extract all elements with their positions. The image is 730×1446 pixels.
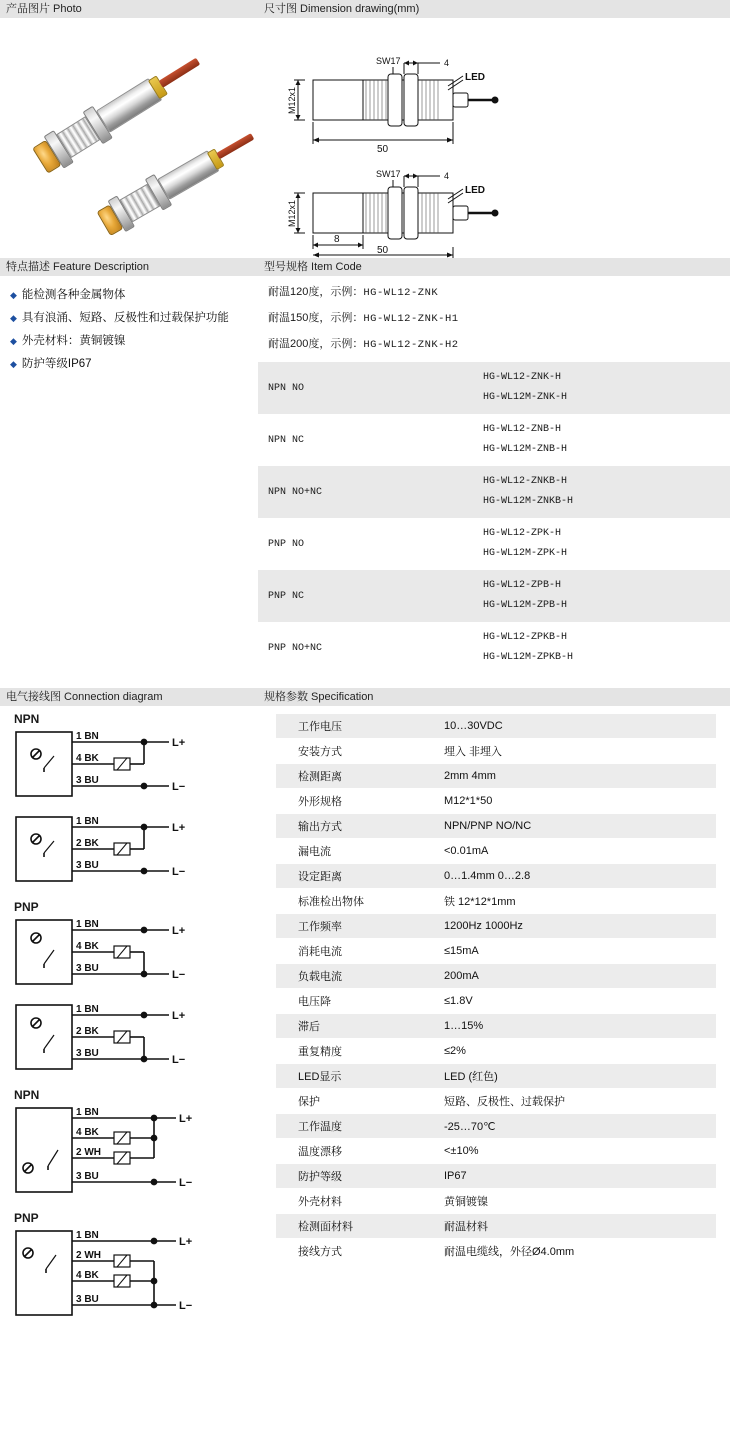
spec-value: 200mA: [436, 964, 716, 989]
code-note-label: 耐温200度，示例：: [268, 338, 364, 350]
svg-text:SW17: SW17: [376, 169, 401, 179]
svg-text:2 BK: 2 BK: [76, 838, 99, 849]
connection-svg: [14, 728, 214, 800]
table-row: [276, 789, 716, 814]
connection-svg: [14, 1227, 214, 1319]
svg-text:1 BN: 1 BN: [76, 1230, 99, 1241]
spec-key: 外壳材料: [276, 1189, 436, 1214]
spec-value: M12*1*50: [436, 789, 716, 814]
spec-value: 2mm 4mm: [436, 764, 716, 789]
table-row: [276, 1139, 716, 1164]
spec-key: 电压降: [276, 989, 436, 1014]
table-row: [258, 570, 730, 622]
spec-key: 重复精度: [276, 1039, 436, 1064]
table-row: [276, 939, 716, 964]
svg-text:2 WH: 2 WH: [76, 1147, 101, 1158]
table-row: [276, 1214, 716, 1239]
svg-text:4 BK: 4 BK: [76, 1127, 99, 1138]
code-values: [473, 414, 730, 466]
section-header-connection: 电气接线图 Connection diagram: [0, 688, 258, 706]
spec-value: 10…30VDC: [436, 714, 716, 739]
code-value: HG-WL12M-ZNK-H: [483, 392, 568, 403]
connection-title: NPN: [14, 712, 40, 726]
section-header-feature: 特点描述 Feature Description: [0, 258, 258, 276]
table-row: [276, 964, 716, 989]
feature-column: [0, 258, 258, 674]
table-row: [276, 914, 716, 939]
feature-text: 具有浪涌、短路、反极性和过载保护功能: [21, 312, 229, 324]
svg-text:L+: L+: [172, 737, 186, 749]
top-block: [0, 0, 730, 258]
svg-text:L−: L−: [172, 1054, 186, 1066]
code-value: HG-WL12M-ZNB-H: [483, 444, 568, 455]
spec-value: 0…1.4mm 0…2.8: [436, 864, 716, 889]
section-header-photo: 产品图片 Photo: [0, 0, 258, 18]
code-type: NPN NO: [258, 362, 473, 414]
spec-key: 温度漂移: [276, 1139, 436, 1164]
table-row: [258, 414, 730, 466]
svg-text:L−: L−: [172, 866, 186, 878]
table-row: [276, 1114, 716, 1139]
code-value: HG-WL12M-ZPK-H: [483, 548, 568, 559]
section-header-specification: 规格参数 Specification: [258, 688, 730, 706]
code-value: HG-WL12-ZNB-H: [483, 424, 562, 435]
table-row: [276, 714, 716, 739]
product-photo: [0, 18, 258, 258]
connection-diagram-1: [14, 728, 258, 803]
code-type: NPN NO+NC: [258, 466, 473, 518]
spec-key: 设定距离: [276, 864, 436, 889]
code-note: [258, 302, 730, 328]
code-note: [258, 328, 730, 354]
svg-text:L−: L−: [172, 969, 186, 981]
connection-diagram-3: [14, 916, 258, 991]
code-value: HG-WL12-ZNK-H: [483, 372, 562, 383]
spec-key: 漏电流: [276, 839, 436, 864]
svg-text:3 BU: 3 BU: [76, 1171, 99, 1182]
spec-value: ≤1.8V: [436, 989, 716, 1014]
spec-key: 保护: [276, 1089, 436, 1114]
table-row: [258, 466, 730, 518]
spec-value: 耐温材料: [436, 1214, 716, 1239]
table-row: [276, 889, 716, 914]
connection-title: NPN: [14, 1088, 40, 1102]
svg-text:3 BU: 3 BU: [76, 963, 99, 974]
diamond-bullet-icon: ◆: [10, 359, 17, 369]
svg-text:M12x1: M12x1: [287, 86, 297, 114]
section-header-item-code: 型号规格 Item Code: [258, 258, 730, 276]
svg-text:8: 8: [334, 234, 340, 245]
svg-text:4 BK: 4 BK: [76, 753, 99, 764]
dimension-column: [258, 0, 730, 258]
svg-text:1 BN: 1 BN: [76, 919, 99, 930]
svg-text:2 BK: 2 BK: [76, 1026, 99, 1037]
spec-key: 工作频率: [276, 914, 436, 939]
svg-text:50: 50: [377, 144, 389, 155]
code-value: HG-WL12-ZNKB-H: [483, 476, 568, 487]
svg-text:L+: L+: [172, 1010, 186, 1022]
code-note-label: 耐温120度，示例：: [268, 286, 364, 298]
connection-svg: [14, 916, 214, 988]
table-row: [276, 1064, 716, 1089]
connection-diagram-5: [14, 1104, 258, 1199]
table-row: [276, 764, 716, 789]
code-note-value: HG-WL12-ZNK-H1: [363, 313, 459, 325]
feature-text: 能检测各种金属物体: [21, 289, 126, 301]
code-type: PNP NO: [268, 538, 305, 550]
table-row: [276, 814, 716, 839]
svg-text:L+: L+: [179, 1236, 193, 1248]
code-values: [473, 518, 730, 570]
connection-svg: [14, 1001, 214, 1073]
svg-text:3 BU: 3 BU: [76, 1048, 99, 1059]
svg-text:L+: L+: [172, 925, 186, 937]
table-row: [258, 622, 730, 674]
specification-table: [276, 714, 716, 1264]
table-row: [276, 1089, 716, 1114]
spec-value: 1200Hz 1000Hz: [436, 914, 716, 939]
svg-text:3 BU: 3 BU: [76, 775, 99, 786]
table-row: [276, 839, 716, 864]
table-row: [276, 1039, 716, 1064]
code-value: HG-WL12M-ZNKB-H: [483, 496, 574, 507]
section-spacer: [0, 674, 730, 688]
table-row: [276, 1164, 716, 1189]
svg-text:4 BK: 4 BK: [76, 1270, 99, 1281]
connection-svg: [14, 813, 214, 885]
code-note-value: HG-WL12-ZNK-H2: [363, 339, 459, 351]
mid-block: [0, 258, 730, 674]
spec-value: <±10%: [436, 1139, 716, 1164]
spec-key: 输出方式: [276, 814, 436, 839]
spec-key: 工作温度: [276, 1114, 436, 1139]
table-row: [276, 1239, 716, 1264]
feature-list: [0, 276, 258, 374]
spec-value: 铁 12*12*1mm: [436, 889, 716, 914]
spec-value: IP67: [436, 1164, 716, 1189]
svg-text:2 WH: 2 WH: [76, 1250, 101, 1261]
section-header-dimension: 尺寸图 Dimension drawing(mm): [258, 0, 730, 18]
svg-text:LED: LED: [465, 185, 485, 196]
code-values: [473, 362, 730, 414]
svg-text:1 BN: 1 BN: [76, 816, 99, 827]
spec-key: 滞后: [276, 1014, 436, 1039]
spec-key: 标准检出物体: [276, 889, 436, 914]
code-values: [473, 570, 730, 622]
code-value: HG-WL12M-ZPB-H: [483, 600, 568, 611]
diamond-bullet-icon: ◆: [10, 290, 17, 300]
spec-key: 负载电流: [276, 964, 436, 989]
list-item: [10, 332, 252, 351]
diamond-bullet-icon: ◆: [10, 313, 17, 323]
connection-diagram-2: [14, 813, 258, 888]
spec-value: NPN/PNP NO/NC: [436, 814, 716, 839]
spec-value: 埋入 非埋入: [436, 739, 716, 764]
code-value: HG-WL12-ZPK-H: [483, 528, 562, 539]
svg-text:SW17: SW17: [376, 56, 401, 66]
item-code-column: [258, 258, 730, 674]
table-row: [276, 739, 716, 764]
svg-text:L+: L+: [179, 1113, 193, 1125]
svg-text:4: 4: [444, 58, 450, 68]
table-row: [276, 1189, 716, 1214]
spec-key: LED显示: [276, 1064, 436, 1089]
spec-key: 工作电压: [276, 714, 436, 739]
svg-text:L+: L+: [172, 822, 186, 834]
svg-text:4: 4: [444, 171, 450, 181]
table-row: [276, 989, 716, 1014]
spec-value: -25…70℃: [436, 1114, 716, 1139]
feature-text: 防护等级IP67: [21, 358, 92, 370]
svg-text:M12x1: M12x1: [287, 199, 297, 227]
spec-value: ≤15mA: [436, 939, 716, 964]
list-item: [10, 309, 252, 328]
code-note-value: HG-WL12-ZNK: [363, 287, 439, 299]
spec-value: LED (红色): [436, 1064, 716, 1089]
svg-text:3 BU: 3 BU: [76, 860, 99, 871]
list-item: [10, 355, 252, 374]
spec-value: 1…15%: [436, 1014, 716, 1039]
spec-key: 消耗电流: [276, 939, 436, 964]
photo-column: [0, 0, 258, 258]
code-type: NPN NC: [268, 434, 305, 446]
table-row: [258, 518, 730, 570]
code-value: HG-WL12M-ZPKB-H: [483, 652, 574, 663]
connection-diagram-6: [14, 1227, 258, 1322]
spec-key: 外形规格: [276, 789, 436, 814]
code-values: [473, 622, 730, 674]
dimension-svg: [258, 18, 730, 258]
code-note-label: 耐温150度，示例：: [268, 312, 364, 324]
svg-text:L−: L−: [179, 1300, 193, 1312]
table-row: [258, 362, 730, 414]
svg-text:3 BU: 3 BU: [76, 1294, 99, 1305]
dimension-drawing: [258, 18, 730, 258]
code-value: HG-WL12-ZPKB-H: [483, 632, 568, 643]
svg-text:1 BN: 1 BN: [76, 731, 99, 742]
svg-text:50: 50: [377, 245, 389, 256]
code-type: PNP NC: [258, 570, 473, 622]
spec-key: 检测面材料: [276, 1214, 436, 1239]
svg-text:L−: L−: [179, 1177, 193, 1189]
spec-key: 接线方式: [276, 1239, 436, 1264]
feature-text: 外壳材料：黄铜镀镍: [21, 335, 126, 347]
spec-value: 黄铜镀镍: [436, 1189, 716, 1214]
code-type: PNP NO+NC: [268, 642, 323, 654]
table-row: [276, 864, 716, 889]
connection-title: PNP: [14, 900, 39, 914]
svg-text:LED: LED: [465, 72, 485, 83]
table-row: [276, 1014, 716, 1039]
spec-key: 防护等级: [276, 1164, 436, 1189]
code-value: HG-WL12-ZPB-H: [483, 580, 562, 591]
spec-value: 耐温电缆线，外径Ø4.0mm: [436, 1239, 716, 1264]
spec-key: 检测距离: [276, 764, 436, 789]
code-table: [258, 362, 730, 674]
spec-value: <0.01mA: [436, 839, 716, 864]
connection-title: PNP: [14, 1211, 39, 1225]
connection-diagram-4: [14, 1001, 258, 1076]
spec-key: 安装方式: [276, 739, 436, 764]
specification-column: [258, 688, 730, 1328]
spec-value: 短路、反极性、过载保护: [436, 1089, 716, 1114]
connection-column: [0, 688, 258, 1328]
svg-text:4 BK: 4 BK: [76, 941, 99, 952]
diamond-bullet-icon: ◆: [10, 336, 17, 346]
svg-text:1 BN: 1 BN: [76, 1004, 99, 1015]
code-values: [473, 466, 730, 518]
svg-text:L−: L−: [172, 781, 186, 793]
list-item: [10, 286, 252, 305]
svg-text:1 BN: 1 BN: [76, 1107, 99, 1118]
bottom-block: [0, 688, 730, 1328]
spec-value: ≤2%: [436, 1039, 716, 1064]
connection-svg: [14, 1104, 214, 1196]
code-note: [258, 276, 730, 302]
